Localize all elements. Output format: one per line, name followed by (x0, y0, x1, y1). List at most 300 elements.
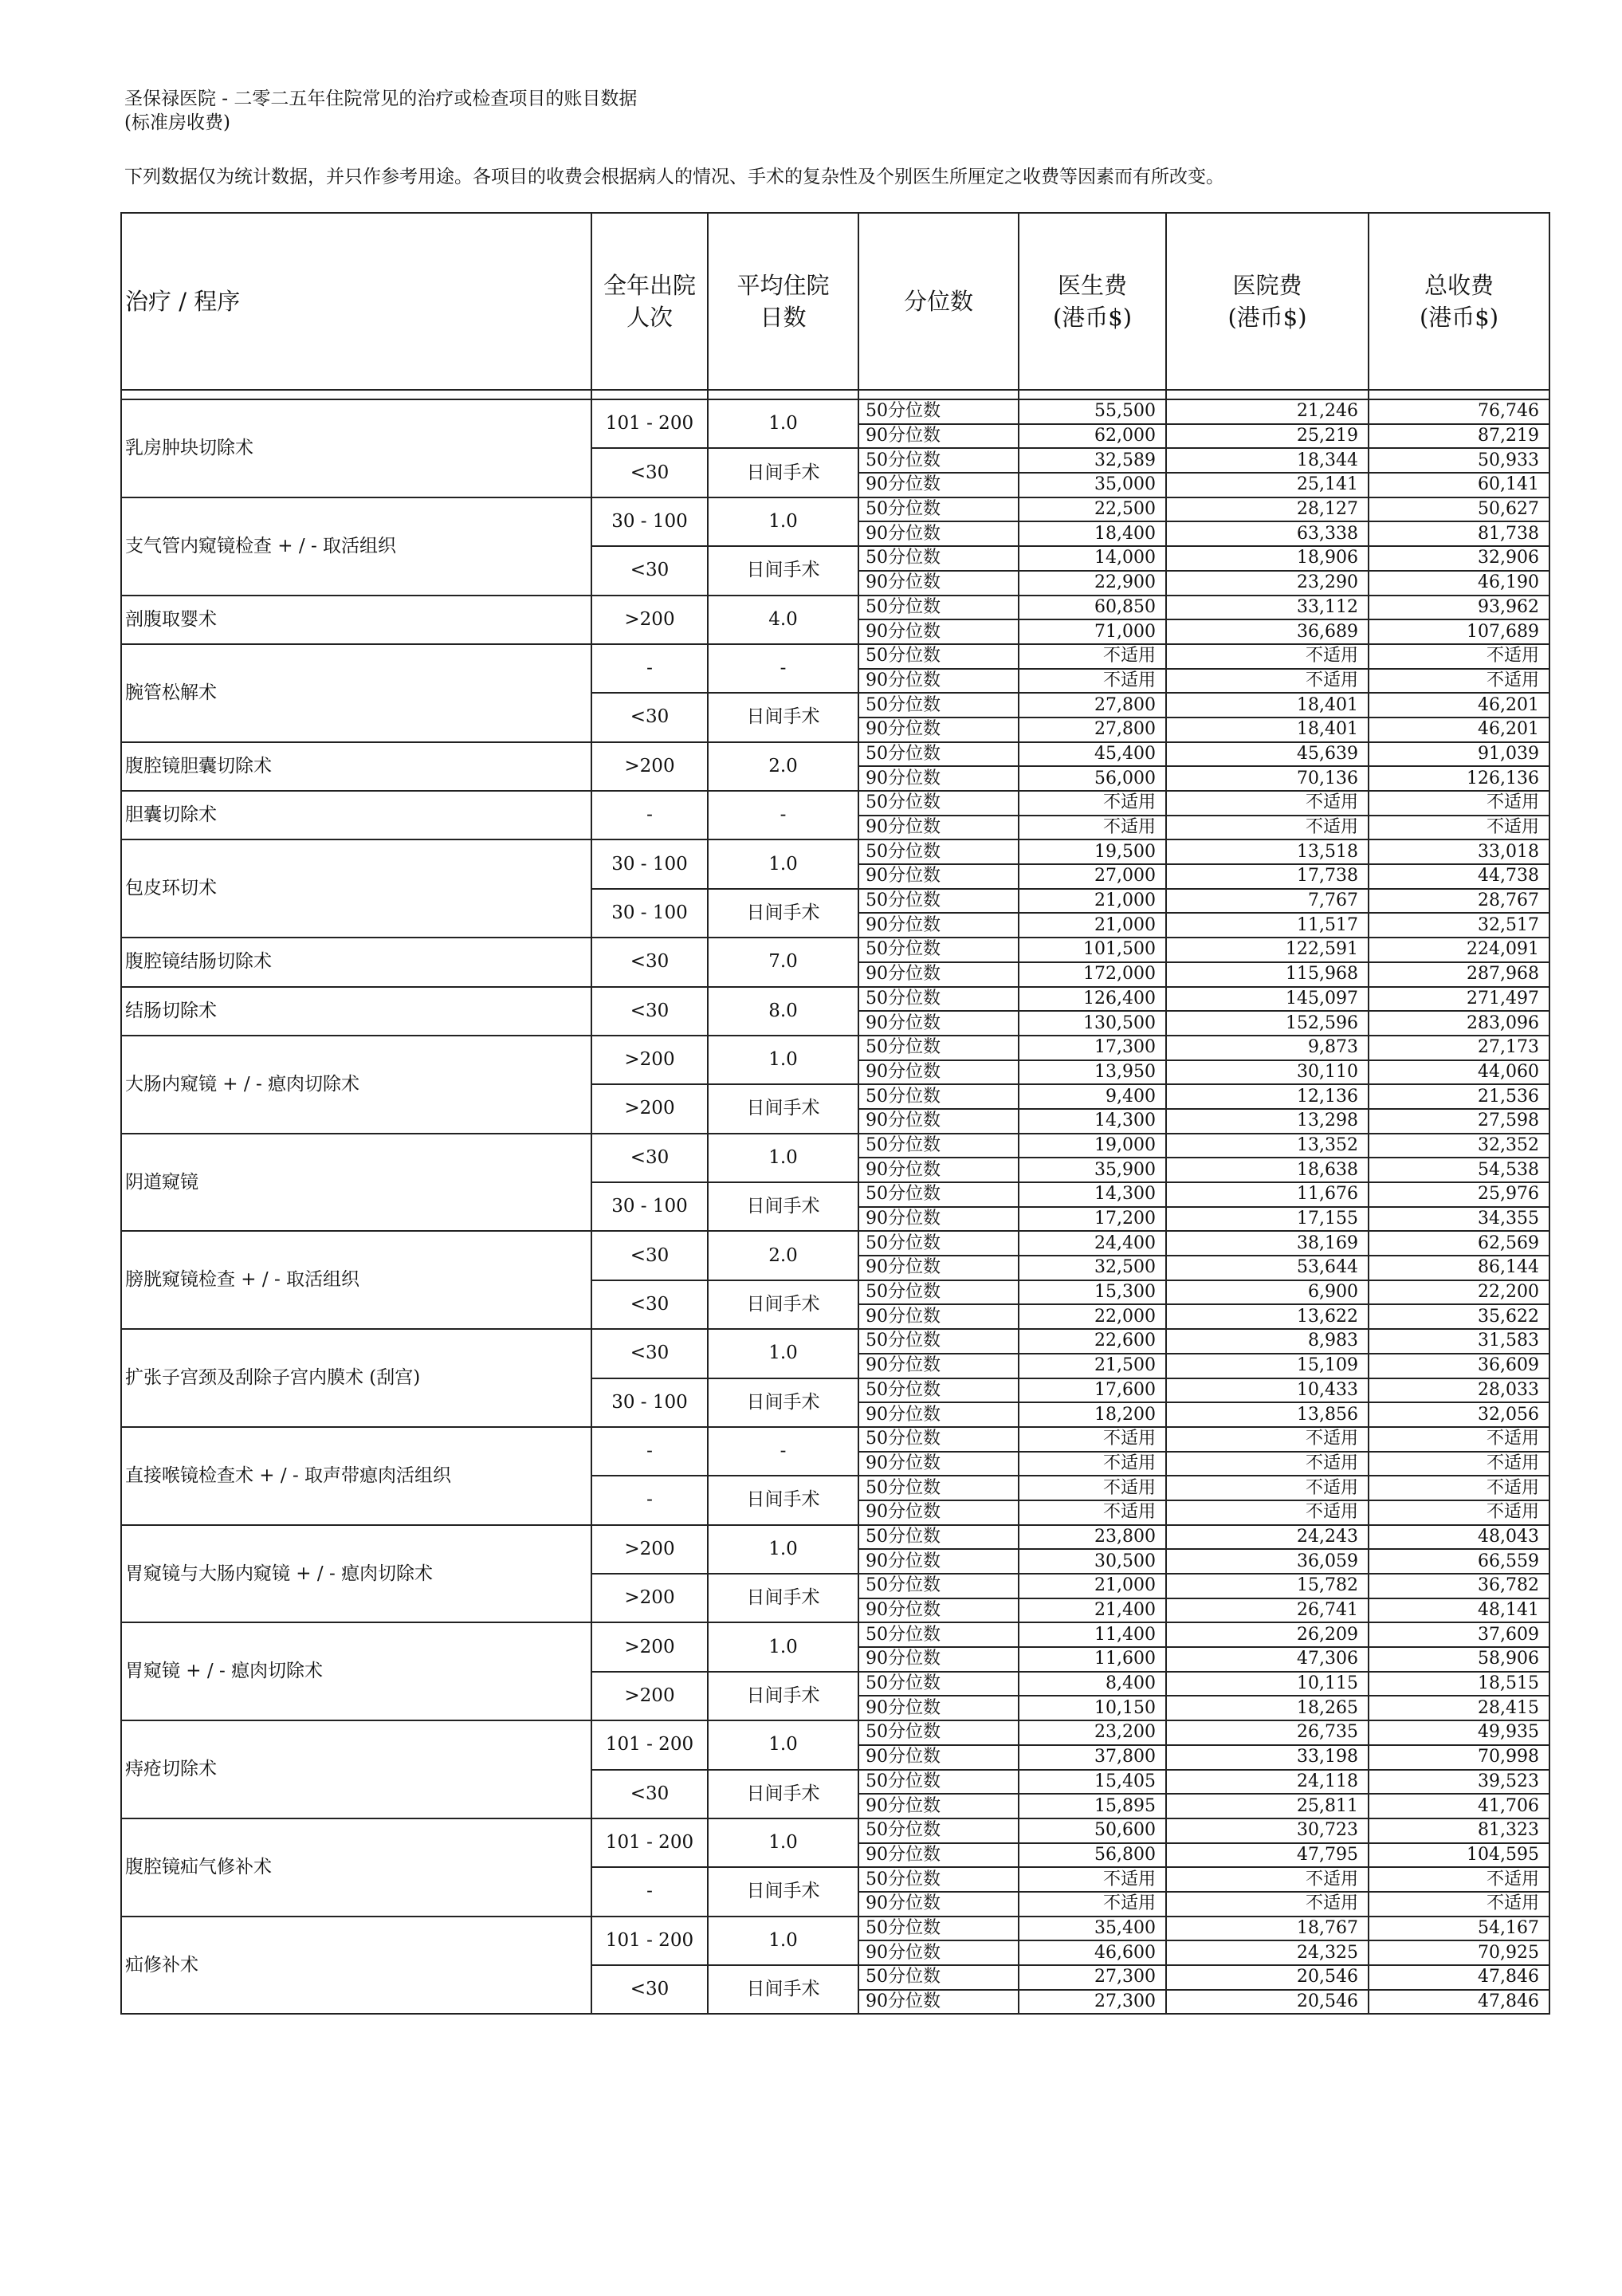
percentile-cell: 90分位数 (858, 1158, 1019, 1182)
discharges-cell: 30 - 100 (591, 839, 708, 888)
total-fee-cell: 31,583 (1369, 1329, 1549, 1354)
hospital-fee-cell: 70,136 (1166, 766, 1369, 791)
total-fee-cell: 32,906 (1369, 546, 1549, 571)
total-fee-cell: 27,598 (1369, 1109, 1549, 1134)
doctor-fee-cell: 不适用 (1019, 1500, 1166, 1525)
total-fee-cell: 44,738 (1369, 864, 1549, 889)
percentile-cell: 90分位数 (858, 913, 1019, 938)
hospital-fee-cell: 38,169 (1166, 1231, 1369, 1256)
hospital-fee-cell: 152,596 (1166, 1011, 1369, 1036)
discharges-cell: - (591, 644, 708, 693)
hospital-fee-cell: 63,338 (1166, 521, 1369, 546)
procedure-name: 腹腔镜结肠切除术 (121, 938, 591, 986)
discharges-cell: <30 (591, 987, 708, 1036)
doctor-fee-cell: 62,000 (1019, 424, 1166, 449)
hospital-fee-cell: 13,622 (1166, 1304, 1369, 1329)
hospital-fee-cell: 25,219 (1166, 424, 1369, 449)
doctor-fee-cell: 172,000 (1019, 962, 1166, 987)
percentile-cell: 50分位数 (858, 1574, 1019, 1598)
hospital-fee-cell: 18,767 (1166, 1917, 1369, 1941)
total-fee-cell: 66,559 (1369, 1549, 1549, 1574)
total-fee-cell: 不适用 (1369, 1452, 1549, 1476)
discharges-cell: <30 (591, 1965, 708, 2014)
hospital-fee-cell: 23,290 (1166, 571, 1369, 596)
discharges-cell: >200 (591, 1036, 708, 1084)
doctor-fee-cell: 10,150 (1019, 1696, 1166, 1720)
doctor-fee-cell: 27,300 (1019, 1990, 1166, 2015)
total-fee-cell: 不适用 (1369, 816, 1549, 840)
discharges-cell: - (591, 1476, 708, 1524)
hospital-fee-cell: 15,782 (1166, 1574, 1369, 1598)
table-row (121, 1036, 1549, 1060)
avg-stay-cell: - (708, 644, 858, 693)
discharges-cell: >200 (591, 742, 708, 791)
avg-stay-cell: 日间手术 (708, 1770, 858, 1818)
header-procedure: 治疗 / 程序 (121, 213, 591, 390)
percentile-cell: 90分位数 (858, 1940, 1019, 1965)
hospital-fee-cell: 24,243 (1166, 1525, 1369, 1550)
hospital-fee-cell: 不适用 (1166, 669, 1369, 694)
hospital-fee-cell: 不适用 (1166, 1892, 1369, 1917)
hospital-fee-cell: 28,127 (1166, 497, 1369, 522)
percentile-cell: 50分位数 (858, 1867, 1019, 1892)
total-fee-cell: 不适用 (1369, 644, 1549, 669)
procedure-name: 痔疮切除术 (121, 1720, 591, 1818)
discharges-cell: 30 - 100 (591, 497, 708, 546)
doctor-fee-cell: 不适用 (1019, 1892, 1166, 1917)
doctor-fee-cell: 17,600 (1019, 1378, 1166, 1403)
header-hospital-fee: 医院费 (港币$) (1166, 213, 1369, 390)
document-title: 圣保禄医院 - 二零二五年住院常见的治疗或检查项目的账目数据 (124, 88, 638, 109)
avg-stay-cell: 日间手术 (708, 546, 858, 595)
table-header-row (121, 213, 1549, 390)
procedure-name: 胃窥镜与大肠内窥镜 + / - 瘜肉切除术 (121, 1525, 591, 1623)
percentile-cell: 50分位数 (858, 497, 1019, 522)
doctor-fee-cell: 45,400 (1019, 742, 1166, 767)
hospital-fee-cell: 11,676 (1166, 1182, 1369, 1207)
avg-stay-cell: 1.0 (708, 839, 858, 888)
doctor-fee-cell: 不适用 (1019, 816, 1166, 840)
percentile-cell: 90分位数 (858, 1500, 1019, 1525)
percentile-cell: 50分位数 (858, 644, 1019, 669)
table-row (121, 596, 1549, 620)
total-fee-cell: 70,925 (1369, 1940, 1549, 1965)
total-fee-cell: 46,190 (1369, 571, 1549, 596)
procedure-name: 腕管松解术 (121, 644, 591, 742)
total-fee-cell: 48,141 (1369, 1598, 1549, 1623)
percentile-cell: 50分位数 (858, 1917, 1019, 1941)
hospital-fee-cell: 36,689 (1166, 619, 1369, 644)
total-fee-cell: 54,538 (1369, 1158, 1549, 1182)
hospital-fee-cell: 不适用 (1166, 816, 1369, 840)
total-fee-cell: 25,976 (1369, 1182, 1549, 1207)
hospital-fee-cell: 不适用 (1166, 791, 1369, 816)
avg-stay-cell: 1.0 (708, 1329, 858, 1378)
total-fee-cell: 41,706 (1369, 1794, 1549, 1818)
total-fee-cell: 104,595 (1369, 1843, 1549, 1868)
percentile-cell: 50分位数 (858, 1378, 1019, 1403)
avg-stay-cell: 日间手术 (708, 693, 858, 741)
doctor-fee-cell: 13,950 (1019, 1060, 1166, 1085)
total-fee-cell: 58,906 (1369, 1647, 1549, 1672)
hospital-fee-cell: 20,546 (1166, 1990, 1369, 2015)
table-row (121, 1134, 1549, 1158)
doctor-fee-cell: 21,000 (1019, 889, 1166, 914)
procedure-name: 支气管内窥镜检查 + / - 取活组织 (121, 497, 591, 596)
table-row (121, 1525, 1549, 1550)
hospital-fee-cell: 13,298 (1166, 1109, 1369, 1134)
avg-stay-cell: 1.0 (708, 497, 858, 546)
percentile-cell: 90分位数 (858, 1256, 1019, 1280)
percentile-cell: 90分位数 (858, 473, 1019, 497)
doctor-fee-cell: 27,300 (1019, 1965, 1166, 1990)
total-fee-cell: 47,846 (1369, 1990, 1549, 2015)
total-fee-cell: 91,039 (1369, 742, 1549, 767)
avg-stay-cell: 日间手术 (708, 1280, 858, 1329)
percentile-cell: 50分位数 (858, 1672, 1019, 1696)
total-fee-cell: 33,018 (1369, 839, 1549, 864)
procedure-name: 阴道窥镜 (121, 1134, 591, 1232)
header-discharges: 全年出院 人次 (591, 213, 708, 390)
doctor-fee-cell: 23,200 (1019, 1720, 1166, 1745)
total-fee-cell: 126,136 (1369, 766, 1549, 791)
percentile-cell: 90分位数 (858, 1696, 1019, 1720)
percentile-cell: 50分位数 (858, 1134, 1019, 1158)
procedure-name: 剖腹取婴术 (121, 596, 591, 644)
procedure-name: 直接喉镜检查术 + / - 取声带瘜肉活组织 (121, 1427, 591, 1525)
percentile-cell: 50分位数 (858, 791, 1019, 816)
procedure-name: 腹腔镜疝气修补术 (121, 1818, 591, 1917)
doctor-fee-cell: 21,400 (1019, 1598, 1166, 1623)
hospital-fee-cell: 36,059 (1166, 1549, 1369, 1574)
avg-stay-cell: 日间手术 (708, 1182, 858, 1231)
total-fee-cell: 32,517 (1369, 913, 1549, 938)
total-fee-cell: 不适用 (1369, 1867, 1549, 1892)
discharges-cell: - (591, 791, 708, 839)
doctor-fee-cell: 22,900 (1019, 571, 1166, 596)
table-row (121, 1818, 1549, 1843)
total-fee-cell: 107,689 (1369, 619, 1549, 644)
avg-stay-cell: 日间手术 (708, 889, 858, 938)
percentile-cell: 50分位数 (858, 1965, 1019, 1990)
hospital-fee-cell: 17,738 (1166, 864, 1369, 889)
discharges-cell: 30 - 100 (591, 1378, 708, 1427)
header-percentile: 分位数 (858, 213, 1019, 390)
percentile-cell: 50分位数 (858, 839, 1019, 864)
total-fee-cell: 28,415 (1369, 1696, 1549, 1720)
doctor-fee-cell: 15,895 (1019, 1794, 1166, 1818)
percentile-cell: 90分位数 (858, 1109, 1019, 1134)
percentile-cell: 50分位数 (858, 1622, 1019, 1647)
doctor-fee-cell: 32,589 (1019, 448, 1166, 473)
discharges-cell: <30 (591, 693, 708, 741)
percentile-cell: 50分位数 (858, 889, 1019, 914)
percentile-cell: 90分位数 (858, 1060, 1019, 1085)
hospital-fee-cell: 15,109 (1166, 1354, 1369, 1378)
doctor-fee-cell: 不适用 (1019, 1867, 1166, 1892)
doctor-fee-cell: 不适用 (1019, 644, 1166, 669)
table-row (121, 839, 1549, 864)
table-body (121, 399, 1549, 2014)
hospital-fee-cell: 26,741 (1166, 1598, 1369, 1623)
total-fee-cell: 49,935 (1369, 1720, 1549, 1745)
hospital-fee-cell: 24,118 (1166, 1770, 1369, 1795)
hospital-fee-cell: 25,811 (1166, 1794, 1369, 1818)
discharges-cell: <30 (591, 546, 708, 595)
doctor-fee-cell: 14,300 (1019, 1109, 1166, 1134)
percentile-cell: 50分位数 (858, 1329, 1019, 1354)
hospital-fee-cell: 33,112 (1166, 596, 1369, 620)
procedure-name: 胆囊切除术 (121, 791, 591, 839)
header-avg-stay: 平均住院 日数 (708, 213, 858, 390)
doctor-fee-cell: 不适用 (1019, 1476, 1166, 1500)
doctor-fee-cell: 130,500 (1019, 1011, 1166, 1036)
total-fee-cell: 21,536 (1369, 1084, 1549, 1109)
avg-stay-cell: 日间手术 (708, 1084, 858, 1133)
table-row (121, 791, 1549, 816)
doctor-fee-cell: 56,000 (1019, 766, 1166, 791)
hospital-fee-cell: 12,136 (1166, 1084, 1369, 1109)
percentile-cell: 90分位数 (858, 1207, 1019, 1232)
discharges-cell: <30 (591, 938, 708, 986)
total-fee-cell: 28,033 (1369, 1378, 1549, 1403)
doctor-fee-cell: 46,600 (1019, 1940, 1166, 1965)
discharges-cell: - (591, 1867, 708, 1916)
table-row (121, 742, 1549, 767)
doctor-fee-cell: 21,000 (1019, 1574, 1166, 1598)
doctor-fee-cell: 11,600 (1019, 1647, 1166, 1672)
hospital-fee-cell: 25,141 (1166, 473, 1369, 497)
hospital-fee-cell: 17,155 (1166, 1207, 1369, 1232)
doctor-fee-cell: 101,500 (1019, 938, 1166, 962)
discharges-cell: - (591, 1427, 708, 1476)
doctor-fee-cell: 22,500 (1019, 497, 1166, 522)
doctor-fee-cell: 30,500 (1019, 1549, 1166, 1574)
discharges-cell: >200 (591, 1084, 708, 1133)
percentile-cell: 50分位数 (858, 1427, 1019, 1452)
doctor-fee-cell: 35,000 (1019, 473, 1166, 497)
hospital-fee-cell: 不适用 (1166, 1867, 1369, 1892)
avg-stay-cell: 日间手术 (708, 1574, 858, 1622)
hospital-fee-cell: 18,638 (1166, 1158, 1369, 1182)
doctor-fee-cell: 不适用 (1019, 669, 1166, 694)
hospital-fee-cell: 10,115 (1166, 1672, 1369, 1696)
table-row (121, 1917, 1549, 1941)
total-fee-cell: 不适用 (1369, 669, 1549, 694)
hospital-fee-cell: 21,246 (1166, 399, 1369, 424)
hospital-fee-cell: 11,517 (1166, 913, 1369, 938)
percentile-cell: 90分位数 (858, 1647, 1019, 1672)
total-fee-cell: 46,201 (1369, 693, 1549, 718)
doctor-fee-cell: 不适用 (1019, 1452, 1166, 1476)
discharges-cell: >200 (591, 1622, 708, 1671)
percentile-cell: 90分位数 (858, 1892, 1019, 1917)
total-fee-cell: 不适用 (1369, 1427, 1549, 1452)
total-fee-cell: 39,523 (1369, 1770, 1549, 1795)
procedure-name: 疝修补术 (121, 1917, 591, 2015)
percentile-cell: 50分位数 (858, 596, 1019, 620)
total-fee-cell: 224,091 (1369, 938, 1549, 962)
avg-stay-cell: 1.0 (708, 1818, 858, 1867)
hospital-fee-cell: 18,401 (1166, 718, 1369, 742)
hospital-fee-cell: 9,873 (1166, 1036, 1369, 1060)
hospital-fee-cell: 47,306 (1166, 1647, 1369, 1672)
total-fee-cell: 50,627 (1369, 497, 1549, 522)
avg-stay-cell: 日间手术 (708, 1378, 858, 1427)
doctor-fee-cell: 15,300 (1019, 1280, 1166, 1305)
doctor-fee-cell: 126,400 (1019, 987, 1166, 1012)
percentile-cell: 50分位数 (858, 1525, 1019, 1550)
hospital-fee-cell: 53,644 (1166, 1256, 1369, 1280)
percentile-cell: 90分位数 (858, 1452, 1019, 1476)
hospital-fee-cell: 10,433 (1166, 1378, 1369, 1403)
doctor-fee-cell: 11,400 (1019, 1622, 1166, 1647)
total-fee-cell: 32,352 (1369, 1134, 1549, 1158)
table-row (121, 497, 1549, 522)
discharges-cell: 30 - 100 (591, 889, 708, 938)
avg-stay-cell: - (708, 791, 858, 839)
table-row (121, 399, 1549, 424)
percentile-cell: 50分位数 (858, 1720, 1019, 1745)
hospital-fee-cell: 24,325 (1166, 1940, 1369, 1965)
discharges-cell: 101 - 200 (591, 1917, 708, 1965)
discharges-cell: >200 (591, 1672, 708, 1720)
procedure-name: 乳房肿块切除术 (121, 399, 591, 497)
hospital-fee-cell: 30,110 (1166, 1060, 1369, 1085)
total-fee-cell: 18,515 (1369, 1672, 1549, 1696)
discharges-cell: 101 - 200 (591, 1720, 708, 1769)
percentile-cell: 90分位数 (858, 1549, 1019, 1574)
doctor-fee-cell: 60,850 (1019, 596, 1166, 620)
percentile-cell: 50分位数 (858, 742, 1019, 767)
total-fee-cell: 不适用 (1369, 1892, 1549, 1917)
doctor-fee-cell: 不适用 (1019, 791, 1166, 816)
doctor-fee-cell: 22,000 (1019, 1304, 1166, 1329)
total-fee-cell: 287,968 (1369, 962, 1549, 987)
total-fee-cell: 70,998 (1369, 1745, 1549, 1770)
percentile-cell: 90分位数 (858, 962, 1019, 987)
avg-stay-cell: 1.0 (708, 1720, 858, 1769)
avg-stay-cell: 1.0 (708, 1917, 858, 1965)
total-fee-cell: 81,323 (1369, 1818, 1549, 1843)
hospital-fee-cell: 30,723 (1166, 1818, 1369, 1843)
hospital-fee-cell: 不适用 (1166, 1476, 1369, 1500)
discharges-cell: >200 (591, 596, 708, 644)
total-fee-cell: 36,609 (1369, 1354, 1549, 1378)
header-total-fee: 总收费 (港币$) (1369, 213, 1549, 390)
hospital-fee-cell: 18,265 (1166, 1696, 1369, 1720)
procedure-name: 结肠切除术 (121, 987, 591, 1036)
disclaimer-note: 下列数据仅为统计数据，并只作参考用途。各项目的收费会根据病人的情况、手术的复杂性及个别医生所厘定之收费等因素而有所改变。 (124, 167, 1224, 187)
table-row (121, 938, 1549, 962)
percentile-cell: 90分位数 (858, 1304, 1019, 1329)
discharges-cell: 101 - 200 (591, 1818, 708, 1867)
doctor-fee-cell: 24,400 (1019, 1231, 1166, 1256)
doctor-fee-cell: 37,800 (1019, 1745, 1166, 1770)
total-fee-cell: 62,569 (1369, 1231, 1549, 1256)
avg-stay-cell: 日间手术 (708, 448, 858, 497)
fee-table (120, 212, 1550, 2015)
percentile-cell: 90分位数 (858, 816, 1019, 840)
discharges-cell: 101 - 200 (591, 399, 708, 448)
total-fee-cell: 27,173 (1369, 1036, 1549, 1060)
percentile-cell: 50分位数 (858, 448, 1019, 473)
table-row (121, 1329, 1549, 1354)
percentile-cell: 90分位数 (858, 718, 1019, 742)
discharges-cell: <30 (591, 1329, 708, 1378)
avg-stay-cell: 1.0 (708, 1134, 858, 1182)
hospital-fee-cell: 18,401 (1166, 693, 1369, 718)
doctor-fee-cell: 19,000 (1019, 1134, 1166, 1158)
total-fee-cell: 87,219 (1369, 424, 1549, 449)
discharges-cell: >200 (591, 1525, 708, 1574)
percentile-cell: 90分位数 (858, 864, 1019, 889)
doctor-fee-cell: 56,800 (1019, 1843, 1166, 1868)
hospital-fee-cell: 不适用 (1166, 1427, 1369, 1452)
percentile-cell: 90分位数 (858, 1354, 1019, 1378)
avg-stay-cell: 7.0 (708, 938, 858, 986)
hospital-fee-cell: 13,518 (1166, 839, 1369, 864)
doctor-fee-cell: 35,900 (1019, 1158, 1166, 1182)
discharges-cell: <30 (591, 1280, 708, 1329)
avg-stay-cell: 1.0 (708, 1036, 858, 1084)
hospital-fee-cell: 8,983 (1166, 1329, 1369, 1354)
hospital-fee-cell: 122,591 (1166, 938, 1369, 962)
avg-stay-cell: 日间手术 (708, 1867, 858, 1916)
procedure-name: 膀胱窥镜检查 + / - 取活组织 (121, 1231, 591, 1329)
discharges-cell: <30 (591, 1770, 708, 1818)
percentile-cell: 90分位数 (858, 619, 1019, 644)
hospital-fee-cell: 不适用 (1166, 644, 1369, 669)
percentile-cell: 50分位数 (858, 546, 1019, 571)
doctor-fee-cell: 21,000 (1019, 913, 1166, 938)
percentile-cell: 50分位数 (858, 1770, 1019, 1795)
hospital-fee-cell: 47,795 (1166, 1843, 1369, 1868)
percentile-cell: 90分位数 (858, 669, 1019, 694)
percentile-cell: 50分位数 (858, 987, 1019, 1012)
hospital-fee-cell: 33,198 (1166, 1745, 1369, 1770)
procedure-name: 胃窥镜 + / - 瘜肉切除术 (121, 1622, 591, 1720)
percentile-cell: 50分位数 (858, 1280, 1019, 1305)
total-fee-cell: 35,622 (1369, 1304, 1549, 1329)
doctor-fee-cell: 9,400 (1019, 1084, 1166, 1109)
table-row (121, 987, 1549, 1012)
doctor-fee-cell: 32,500 (1019, 1256, 1166, 1280)
total-fee-cell: 36,782 (1369, 1574, 1549, 1598)
percentile-cell: 90分位数 (858, 424, 1019, 449)
total-fee-cell: 28,767 (1369, 889, 1549, 914)
percentile-cell: 50分位数 (858, 1818, 1019, 1843)
total-fee-cell: 60,141 (1369, 473, 1549, 497)
total-fee-cell: 271,497 (1369, 987, 1549, 1012)
total-fee-cell: 34,355 (1369, 1207, 1549, 1232)
doctor-fee-cell: 55,500 (1019, 399, 1166, 424)
discharges-cell: <30 (591, 1134, 708, 1182)
total-fee-cell: 81,738 (1369, 521, 1549, 546)
doctor-fee-cell: 15,405 (1019, 1770, 1166, 1795)
hospital-fee-cell: 145,097 (1166, 987, 1369, 1012)
total-fee-cell: 46,201 (1369, 718, 1549, 742)
doctor-fee-cell: 71,000 (1019, 619, 1166, 644)
avg-stay-cell: 1.0 (708, 1525, 858, 1574)
avg-stay-cell: 1.0 (708, 399, 858, 448)
discharges-cell: <30 (591, 1231, 708, 1280)
discharges-cell: >200 (591, 1574, 708, 1622)
hospital-fee-cell: 20,546 (1166, 1965, 1369, 1990)
total-fee-cell: 93,962 (1369, 596, 1549, 620)
percentile-cell: 90分位数 (858, 1843, 1019, 1868)
doctor-fee-cell: 21,500 (1019, 1354, 1166, 1378)
